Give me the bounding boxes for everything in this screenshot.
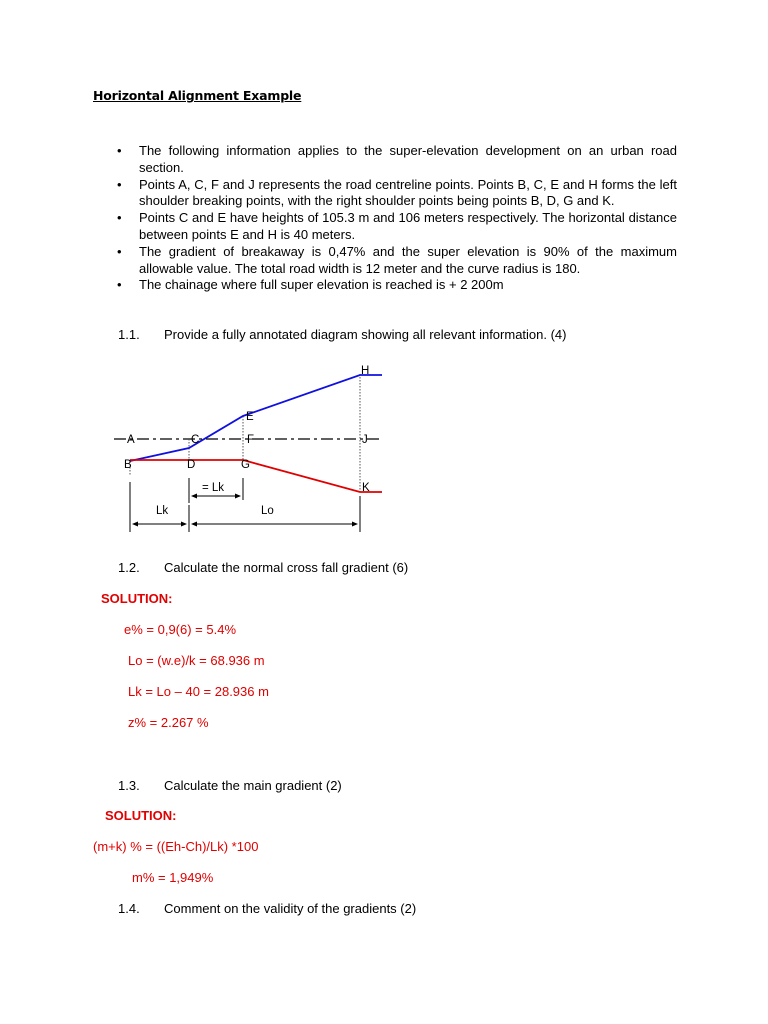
point-label-f: F	[247, 434, 255, 446]
question-text: Calculate the normal cross fall gradient (6)	[164, 560, 409, 575]
arrowhead	[191, 522, 197, 527]
solution-line: m% = 1,949%	[132, 870, 214, 885]
list-item: • Points C and E have heights of 105.3 m and 106 meters respectively. The horizontal distance between points E and H is 40 meters.	[117, 210, 677, 244]
super-elevation-diagram	[108, 360, 398, 535]
question-number: 1.1.	[118, 327, 140, 342]
question-1-4	[118, 901, 416, 916]
point-label-k: K	[362, 482, 370, 494]
arrowhead	[181, 522, 187, 527]
arrowhead	[235, 494, 241, 499]
question-text: Comment on the validity of the gradients (2)	[164, 901, 417, 916]
point-label-j: J	[362, 434, 368, 446]
solution-line: e% = 0,9(6) = 5.4%	[124, 622, 237, 637]
dimension-label-eq-lk: = Lk	[202, 482, 225, 494]
right-shoulder-line	[130, 460, 382, 492]
arrowhead	[352, 522, 358, 527]
solution-line: Lk = Lo – 40 = 28.936 m	[128, 684, 269, 699]
question-text: Provide a fully annotated diagram showing all relevant information. (4)	[164, 327, 567, 342]
solution-line: z% = 2.267 %	[128, 715, 209, 730]
question-number: 1.2.	[118, 560, 140, 575]
question-number: 1.4.	[118, 901, 140, 916]
arrowhead	[191, 494, 197, 499]
dimension-label-lo: Lo	[261, 505, 274, 517]
solution-label: SOLUTION:	[101, 591, 173, 606]
point-label-b: B	[124, 459, 132, 471]
point-label-g: G	[241, 459, 250, 471]
point-label-d: D	[187, 459, 196, 471]
question-number: 1.3.	[118, 778, 140, 793]
left-shoulder-line	[130, 375, 382, 461]
point-label-h: H	[361, 365, 370, 377]
list-item: • The following information applies to the super-elevation development on an urban road section.	[117, 143, 677, 177]
solution-line: Lo = (w.e)/k = 68.936 m	[128, 653, 265, 668]
dimension-label-lk: Lk	[156, 505, 169, 517]
question-1-1	[118, 327, 567, 342]
solution-line: (m+k) % = ((Eh-Ch)/Lk) *100	[93, 839, 259, 854]
page-title: Horizontal Alignment Example	[93, 88, 302, 103]
question-1-2	[118, 560, 408, 575]
point-label-e: E	[246, 411, 254, 423]
question-text: Calculate the main gradient (2)	[164, 778, 342, 793]
list-item: • The gradient of breakaway is 0,47% and the super elevation is 90% of the maximum allowable value. The total road width is 12 meter and the curve radius is 180.	[117, 244, 677, 278]
solution-label: SOLUTION:	[105, 808, 177, 823]
info-list	[117, 143, 677, 294]
point-label-a: A	[127, 434, 135, 446]
list-item: • The chainage where full super elevation is reached is + 2 200m	[117, 277, 677, 294]
point-label-c: C	[191, 434, 200, 446]
question-1-3	[118, 778, 342, 793]
arrowhead	[132, 522, 138, 527]
list-item: • Points A, C, F and J represents the road centreline points. Points B, C, E and H forms the left shoulder breaking points, with the right shoulder points being points B, D, G and K.	[117, 177, 677, 211]
